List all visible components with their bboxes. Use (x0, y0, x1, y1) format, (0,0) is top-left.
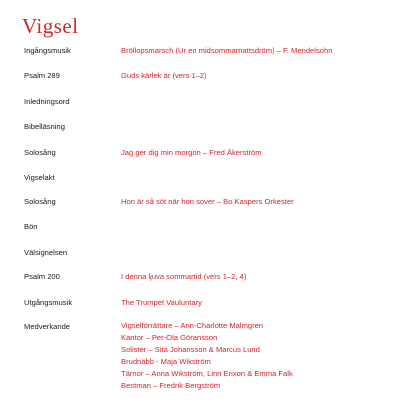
participant-line: Kantor – Per-Ola Göransson (121, 333, 218, 342)
program-row-participants (0, 320, 411, 400)
program-row-blessing (0, 246, 411, 260)
participant-line: Brudnäbb - Maja Wikström (121, 357, 211, 366)
program-row-bible-reading (0, 120, 411, 134)
program-row-solo-song-2 (0, 195, 411, 209)
program-row-wedding-act (0, 171, 411, 185)
row-label: Inledningsord (24, 97, 70, 106)
row-value: I denna ljuva sommartid (vers 1–2, 4) (121, 272, 247, 281)
program-row-psalm-200 (0, 270, 411, 284)
participant-line: Bestman – Fredrik Bergström (121, 381, 221, 390)
row-label: Psalm 200 (24, 272, 60, 281)
participant-line: Tärnor – Anna Wikström, Linn Erixon & Emma Falk (121, 369, 293, 378)
row-label: Bibelläsning (24, 122, 65, 131)
row-label: Solosång (24, 148, 56, 157)
row-value: The Trumpet Vauluntary (121, 298, 202, 307)
participant-line: Solister – Sita Johansson & Marcus Lund (121, 345, 260, 354)
participant-line: Vigselförrättare – Ann-Charlotte Malmgren (121, 321, 264, 330)
row-value: Guds kärlek är (vers 1–2) (121, 71, 207, 80)
row-label: Medverkande (24, 322, 71, 331)
row-label: Utgångsmusik (24, 298, 73, 307)
row-value: Hon är så söt när hon sover – Bo Kaspers Orkester (121, 197, 294, 206)
row-value: Bröllopsmarsch (Ur en midsommarnattsdröm) – F. Mendelsohn (121, 46, 333, 55)
row-label: Välsignelsen (24, 248, 68, 257)
row-label: Psalm 289 (24, 71, 60, 80)
program-row-solo-song-1 (0, 146, 411, 160)
program-row-prayer (0, 220, 411, 234)
page-title: Vigsel (22, 14, 79, 38)
program-row-exit-music (0, 296, 411, 310)
row-label: Vigselakt (24, 173, 55, 182)
participants-list (121, 320, 293, 392)
program-row-entrance-music (0, 44, 411, 58)
program-row-psalm-289 (0, 69, 411, 83)
row-label: Bön (24, 222, 38, 231)
row-label: Solosång (24, 197, 56, 206)
program-row-opening-words (0, 95, 411, 109)
row-label: Ingångsmusik (24, 46, 71, 55)
row-value: Jag ger dig min morgon – Fred Åkerström (121, 148, 262, 157)
